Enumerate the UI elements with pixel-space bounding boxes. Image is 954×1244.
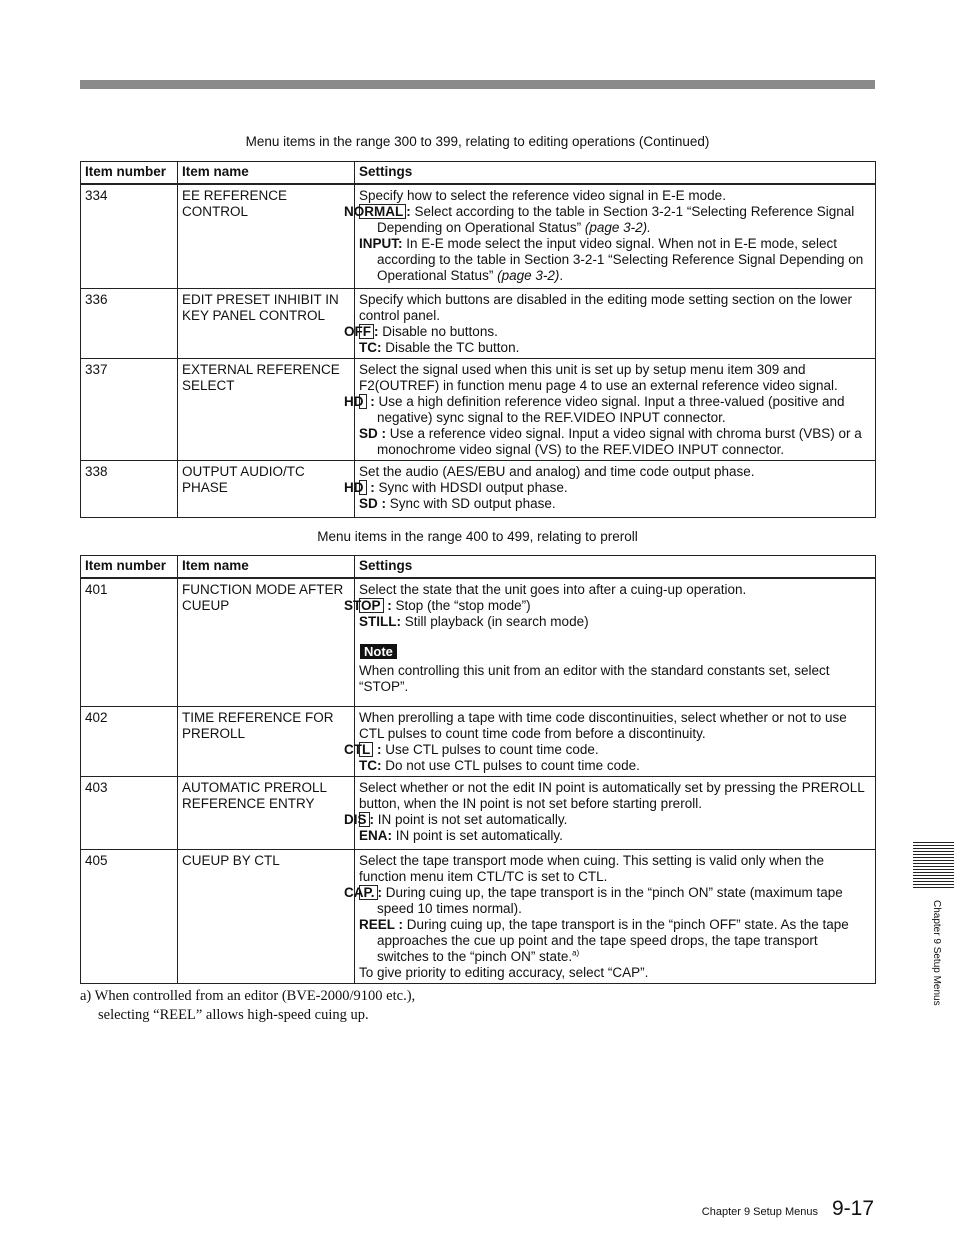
table-row <box>81 706 876 776</box>
setting-option: INPUT: In E-E mode select the input video signal. When not in E-E mode, select according to the table in Section 3-2-1 “Selecting Reference Signal Depending on Operational Status” (page 3-2). <box>359 236 864 283</box>
table-row <box>81 288 876 358</box>
settings-description: Select whether or not the edit IN point is automatically set by pressing the PREROLL button, when the IN point is not set before starting preroll. <box>359 779 865 811</box>
page-number: 9-17 <box>831 1197 874 1220</box>
page-reference: (page 3-2). <box>584 220 651 235</box>
default-option: STOP <box>359 598 384 613</box>
item-name: TIME REFERENCE FOR PREROLL <box>178 706 355 776</box>
col-header-number: Item number <box>81 162 178 185</box>
menu-table-300 <box>80 161 876 518</box>
item-number: 403 <box>81 776 178 849</box>
col-header-settings: Settings <box>355 162 876 185</box>
footnote-line: selecting “REEL” allows high-speed cuing up. <box>98 1007 369 1023</box>
setting-option: STILL: Still playback (in search mode) <box>359 614 589 629</box>
item-settings <box>344 776 876 849</box>
page-footer <box>702 1197 874 1221</box>
item-number: 402 <box>81 706 178 776</box>
header-rule <box>80 80 875 89</box>
menu-table-400 <box>80 555 876 984</box>
table-caption-400: Menu items in the range 400 to 499, relating to preroll <box>317 529 638 544</box>
table-row <box>81 460 876 517</box>
item-settings <box>344 358 876 460</box>
col-header-number: Item number <box>81 556 178 579</box>
note-label: Note <box>360 644 397 659</box>
default-option: OFF <box>359 324 374 339</box>
item-settings <box>344 849 876 983</box>
settings-description: Select the signal used when this unit is set up by setup menu item 309 and F2(OUTREF) in function menu page 4 to use an external reference video signal. <box>359 361 838 393</box>
setting-option: TC: Disable the TC button. <box>359 339 520 355</box>
setting-option: STOP : Stop (the “stop mode”) <box>344 598 531 613</box>
default-option: HD <box>359 394 367 409</box>
item-settings <box>344 578 876 706</box>
col-header-name: Item name <box>178 556 355 579</box>
default-option: DIS <box>359 812 370 827</box>
item-name: OUTPUT AUDIO/TC PHASE <box>178 460 355 517</box>
chapter-thumb-tab <box>913 842 954 888</box>
table-caption-300: Menu items in the range 300 to 399, relating to editing operations (Continued) <box>245 134 710 149</box>
setting-option: TC: Do not use CTL pulses to count time code. <box>359 757 640 773</box>
setting-option: CAP. : During cuing up, the tape transport is in the “pinch ON” state (maximum tape speed 10 times normal). <box>344 884 843 916</box>
item-settings <box>344 460 876 517</box>
settings-tail: To give priority to editing accuracy, select “CAP”. <box>359 964 649 980</box>
item-settings <box>344 288 876 358</box>
item-name: EE REFERENCE CONTROL <box>178 184 355 288</box>
footnote-line: a) When controlled from an editor (BVE-2000/9100 etc.), <box>80 988 416 1004</box>
item-number: 405 <box>81 849 178 983</box>
settings-description: Specify which buttons are disabled in the editing mode setting section on the lower control panel. <box>359 291 853 323</box>
setting-option: HD : Sync with HDSDI output phase. <box>344 479 568 495</box>
default-option: HD <box>359 480 367 495</box>
setting-option: CTL : Use CTL pulses to count time code. <box>344 741 599 757</box>
item-number: 401 <box>81 578 178 706</box>
item-name: AUTOMATIC PREROLL REFERENCE ENTRY <box>178 776 355 849</box>
settings-description: Specify how to select the reference video signal in E-E mode. <box>359 188 726 203</box>
col-header-name: Item name <box>178 162 355 185</box>
settings-description: Set the audio (AES/EBU and analog) and time code output phase. <box>359 463 755 479</box>
footer-chapter: Chapter 9 Setup Menus <box>701 1206 818 1218</box>
default-option: NORMAL <box>359 204 406 219</box>
setting-option: REEL : During cuing up, the tape transport is in the “pinch OFF” state. As the tape approaches the cue up point and the tape speed drops, the tape transport switches to the “pinch ON” state.$^{a)}$ <box>359 916 849 964</box>
table-row <box>81 578 876 706</box>
setting-option: SD : Use a reference video signal. Input a video signal with chroma burst (VBS) or a monochrome video signal (VS) to the REF.VIDEO INPUT connector. <box>359 425 862 457</box>
settings-description: When prerolling a tape with time code discontinuities, select whether or not to use CTL pulses to count time code from before a discontinuity. <box>359 709 847 741</box>
item-number: 338 <box>81 460 178 517</box>
note-text: When controlling this unit from an editor with the standard constants set, select “STOP”. <box>359 663 830 694</box>
default-option: CAP. <box>359 885 378 900</box>
setting-option: ENA: IN point is set automatically. <box>359 827 563 843</box>
setting-option: NORMAL : Select according to the table in Section 3-2-1 “Selecting Reference Signal Depending on Operational Status” (page 3-2). <box>344 204 855 235</box>
page-reference: (page 3-2) <box>497 268 560 283</box>
item-number: 334 <box>81 184 178 288</box>
settings-description: Select the state that the unit goes into after a cuing-up operation. <box>359 582 747 597</box>
footnote-marker: a) <box>572 948 580 957</box>
table-row <box>81 776 876 849</box>
setting-option: DIS : IN point is not set automatically. <box>344 811 568 827</box>
item-number: 337 <box>81 358 178 460</box>
setting-option: SD : Sync with SD output phase. <box>359 495 556 511</box>
settings-description: Select the tape transport mode when cuing. This setting is valid only when the function menu item CTL/TC is set to CTL. <box>359 852 825 884</box>
footnote <box>80 987 415 1025</box>
table-header-row <box>81 556 876 579</box>
table-row <box>81 358 876 460</box>
table-header-row <box>81 162 876 185</box>
chapter-side-label: Chapter 9 Setup Menus <box>931 900 942 1006</box>
item-number: 336 <box>81 288 178 358</box>
setting-option: HD : Use a high definition reference video signal. Input a three-valued (positive and negative) sync signal to the REF.VIDEO INPUT connector. <box>344 393 845 425</box>
setting-option: OFF : Disable no buttons. <box>344 323 498 339</box>
col-header-settings: Settings <box>355 556 876 579</box>
item-name: CUEUP BY CTL <box>178 849 355 983</box>
default-option: CTL <box>359 742 373 757</box>
item-name: EDIT PRESET INHIBIT IN KEY PANEL CONTROL <box>178 288 355 358</box>
table-row <box>81 184 876 288</box>
item-settings <box>344 184 876 288</box>
item-settings <box>344 706 876 776</box>
item-name: EXTERNAL REFERENCE SELECT <box>178 358 355 460</box>
item-name: FUNCTION MODE AFTER CUEUP <box>178 578 355 706</box>
table-row <box>81 849 876 983</box>
